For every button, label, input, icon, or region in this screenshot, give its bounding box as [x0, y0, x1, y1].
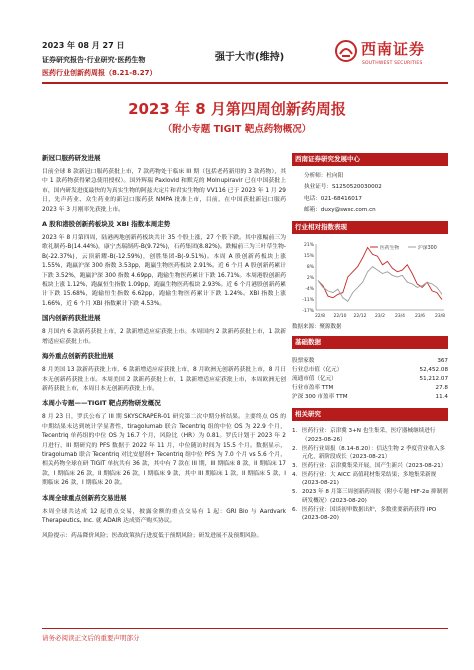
y-tick-label: -17% [302, 309, 314, 315]
related-research-item[interactable] [292, 471, 448, 488]
section-paragraph: 8 月国内 6 款新药获批上市，2 款新增适应症获批上市。本周国内 2 款新药获批上市，1 款新增适应症获批上市。 [42, 329, 286, 345]
basic-data-value: 11.4 [435, 394, 448, 401]
basic-data-label: 行业市盈率 TTM [292, 385, 334, 392]
basic-data-row [292, 375, 448, 384]
footer-divider [42, 628, 448, 629]
basic-data-label: 流通市值（亿元） [292, 376, 337, 383]
basic-data-table [292, 357, 448, 402]
report-date: 2023 年 08 月 27 日 [42, 41, 125, 50]
section-heading: 本周小专题——TIGIT 靶点药物研发概况 [42, 399, 161, 408]
footer-disclaimer: 请务必阅读正文后的重要声明部分 [42, 634, 140, 642]
y-tick-label: 15% [303, 254, 314, 260]
related-item-number: 3. [292, 463, 298, 469]
company-logo [335, 32, 440, 77]
legend-label: 沪深300 [418, 245, 437, 251]
report-category: 证券研究报告·行业研究·医药生物 [42, 56, 146, 64]
legend-label: 医药生物 [380, 245, 400, 251]
analyst-cert: 执业证号：S1250520030002 [304, 184, 382, 191]
basic-data-value: 27.8 [435, 385, 448, 392]
basic-data-row [292, 357, 448, 366]
analyst-name: 分析师：杜向阳 [304, 173, 344, 179]
main-content [42, 153, 286, 542]
section-paragraph: 8 月美国 13 款新药获批上市，6 款新增适应症获批上市，8 月欧洲无创新药获批上市，8 月日本无创新药获批上市。本周美国 2 款新药获批上市，1 款新增适应症获批上市，本周欧洲无创新药获批上市，本周日本无创新药获批上市。 [42, 367, 286, 392]
rating-label: 强于大市(维持) [215, 52, 285, 63]
page-title: 2023 年 8 月第四周创新药周报 [128, 100, 346, 118]
related-item-number: 4. [292, 471, 298, 478]
related-item-text: 医药行业周报（8.14-8.20）：信达生物 2 季度营业收入多元化，新阶段成长（2023-08-21） [302, 445, 446, 461]
y-tick-label: 21% [303, 243, 314, 249]
chart-source: 数据来源：聚源数据 [292, 324, 342, 331]
related-item-text: 医药行业：京津冀 3+N 也生集采，医疗器械继续进行（2023-08-26） [302, 428, 436, 443]
related-box-title: 相关研究 [292, 408, 448, 421]
related-item-text: 医药行业：国谈初审数据出炉，多数重要新药获得 IPO (2023-08-20) [302, 506, 437, 522]
basic-data-value: 367 [437, 358, 448, 365]
section-heading: 海外重点创新药获批进展 [42, 352, 114, 361]
page-subtitle: （附小专题 TIGIT 靶点药物概况） [162, 124, 312, 135]
y-tick-label: 8% [306, 265, 314, 271]
section-heading: 国内创新药获批进展 [42, 314, 101, 323]
related-item-number: 2. [292, 445, 298, 452]
analyst-email[interactable]: 邮箱：duxy@swsc.com.cn [304, 206, 376, 213]
series-line-pharma [318, 248, 442, 300]
basic-data-value: 51,212.07 [419, 376, 448, 383]
section-heading: A 股和港股创新药板块及 XBI 指数本周走势 [42, 220, 171, 229]
x-tick-label: 23/2 [374, 314, 386, 320]
basic-data-row [292, 393, 448, 402]
y-tick-label: 2% [306, 276, 314, 282]
report-series-name: 医药行业创新药周报（8.21-8.27） [42, 69, 157, 77]
x-tick-label: 22/10 [333, 314, 347, 320]
logo-cn-text: 西南证券 [361, 40, 426, 58]
basic-data-row [292, 384, 448, 393]
logo-en-text: SOUTHWEST SECURITIES [362, 61, 423, 66]
x-tick-label: 23/4 [394, 314, 406, 320]
basic-data-label: 股票家数 [292, 358, 315, 365]
x-tick-label: 22/8 [314, 314, 326, 320]
related-research-item[interactable] [292, 462, 448, 471]
series-line-csi300 [318, 267, 442, 302]
y-tick-label: -4% [305, 287, 314, 293]
related-research-item[interactable] [292, 506, 448, 523]
basic-data-label: 行业总市值（亿元） [292, 367, 343, 374]
section-heading: 本周全球重点创新药交易进展 [42, 493, 127, 502]
basic-data-row [292, 366, 448, 375]
logo-mark-icon [335, 40, 357, 62]
data-box-title: 基础数据 [292, 336, 448, 349]
section-paragraph: 目前全球 8 款新冠口服药获批上市，7 款药物处于临床 III 期（包括老药新用的 3 款药物），其中 1 款药物获得紧急使用授权）。国外辉瑞 Paxlovid 和默克的 Molnupiravir 已在中国获批上市，国内研发进度最快的为真实生物的阿兹夫定片和君实生物的 VV116 已于 2023 年 1 月 29 日，先声药业、众生药业的新冠口服药获 NMPA 批准上市，目前，在中国获批新冠口服药 2023 年 3 月刚率先获批上市。 [42, 169, 286, 213]
y-tick-label: -11% [302, 298, 314, 304]
related-item-text: 医药行业：京津冀集采开展，国产生新兴（2023-08-21） [302, 463, 447, 469]
analyst-box-title: 西南证券研究发展中心 [292, 153, 448, 166]
related-item-number: 1. [292, 428, 298, 435]
header-divider [42, 82, 448, 84]
analyst-info [292, 171, 448, 216]
risk-warning: 风险提示：药品降价风险；医改政策执行进度低于预期风险；研发进展不及预期风险。 [42, 533, 263, 540]
analyst-phone: 电话：021-68416017 [304, 195, 362, 202]
perf-box-title: 行业相对指数表现 [292, 221, 448, 234]
related-item-number: 5. [292, 489, 298, 496]
section-heading: 新冠口服药研发进展 [42, 154, 101, 162]
related-research-item[interactable] [292, 427, 448, 444]
related-item-text: 医药行业：大 AICC 高值耗材集采结果；多地集采新规 (2023-08-21) [302, 471, 437, 487]
section-paragraph: 2023 年 8 月第四周，陆港两地创新药板块共计 35 个股上涨，27 个股下跌。其中涨幅前三为歌礼制药-B(14.44%)，康宁杰瑞制药-B(9.72%)，石药集团(8.82%)。跌幅前三为三叶草生物-B(-22.37%)，云顶新耀-B(-12.59%)，创胜集团-B(-9.51%)。本周 A 股创新药板块上涨 1.55%，跑赢沪深 300 指数 3.53pp，跑赢生物医药板块 2.91%。近 6 个月 A 股创新药累计下跌 3.52%，跑赢沪深 300 指数 4.69pp，跑输生物医药累计下跌 16.71%。本周港股创新药板块上涨 1.12%，跑赢恒生指数 1.09pp，跑赢生物医药板块 2.93%。近 6 个月港股创新药累计下跌 15.68%，跑输恒生指数 6.62pp，跑输生物医药累计下跌 1.24%。XBI 指数上涨 1.66%，近 6 个月 XBI 指数累计下跌 4.53%。 [42, 235, 286, 307]
related-item-number: 6. [292, 506, 298, 513]
related-research-item[interactable] [292, 445, 448, 462]
x-tick-label: 23/8 [434, 314, 446, 320]
section-paragraph: 8 月 23 日，罗氏公布了 III 期 SKYSCRAPER-01 研究第二次中期分析结果。主要终点 OS 的中期结果未达到统计学显著性，tiragolumab 联合 Tecentriq 组的中位 OS 为 22.9 个月，Tecentriq 单药组的中位 OS 为 16.7 个月，风险比（HR）为 0.81。罗氏计划于 2023 年 2 月进行，III 期研究的 PFS 数据于 2022 年 11 月，中位随访时间为 15.5 个月。数据显示，tiragolumab 联合 Tecentriq 对比安慰剂+ Tecentriq 组中位 PFS 为 7.0 个月 vs 5.6 个月，相关药物全球在研 TIGIT 单抗共有 36 款，其中有 7 款在 III 期，III 期临床 8 款，II 期临床 17 款，I 期临床 26 款，II 期临床 26 款，I 期临床 9 款，其中 III 期临床 1 款，II 期临床 5 款，I 期临床 26 款，I 期临床 20 款。 [42, 414, 286, 487]
section-paragraph: 本周全球共达成 12 起重点交易，披露金额的重点交易有 1 起：GRI Bio 与 Aardvark Therapeutics, Inc. 就 ADAIR 达成资产购买协议。 [42, 508, 286, 524]
basic-data-label: 沪深 300 市盈率 TTM [292, 394, 348, 401]
x-tick-label: 22/12 [353, 314, 367, 320]
x-tick-label: 23/6 [414, 314, 426, 320]
performance-chart-svg [292, 238, 448, 320]
sidebar [292, 153, 448, 523]
basic-data-value: 52,452.08 [419, 367, 448, 374]
report-header [42, 40, 156, 78]
related-item-text: 2023 年 8 月第三周创新药周报（附小专题 HIF-2α 抑制剂研发概况）(2023-08-20) [302, 489, 448, 504]
related-research-list [292, 427, 448, 523]
performance-chart [292, 238, 448, 320]
related-research-item[interactable] [292, 488, 448, 505]
